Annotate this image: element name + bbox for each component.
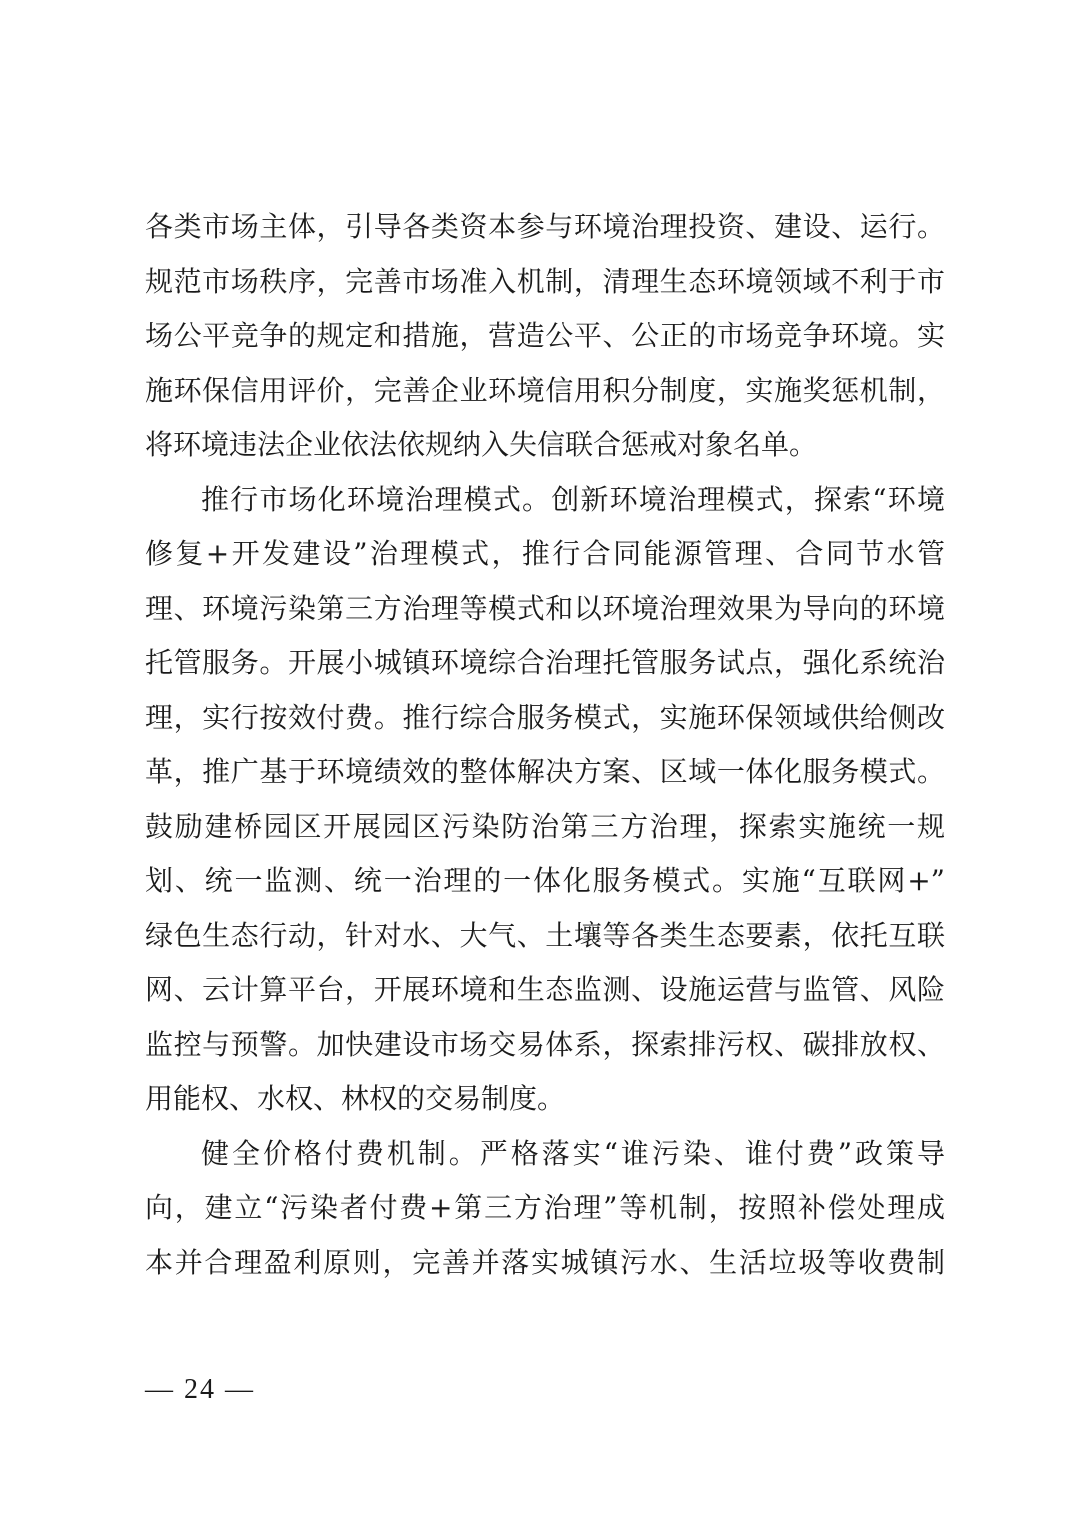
text-line: 场公平竞争的规定和措施，营造公平、公正的市场竞争环境。实 [145, 319, 945, 352]
text-line: 革，推广基于环境绩效的整体解决方案、区域一体化服务模式。 [145, 755, 945, 788]
paragraph-1 [145, 200, 945, 473]
paragraph-2 [145, 473, 945, 1127]
paragraph-heading: 推行市场化环境治理模式。 [201, 482, 552, 516]
text-line: 绿色生态行动，针对水、大气、土壤等各类生态要素，依托互联 [145, 918, 945, 952]
paragraph-first-line [145, 1127, 945, 1182]
body-text [145, 200, 945, 1290]
text-line: 向，建立“污染者付费+第三方治理”等机制，按照补偿处理成 [145, 1191, 945, 1224]
page-number: — 24 — [145, 1374, 255, 1405]
text-line: 用能权、水权、林权的交易制度。 [145, 1082, 566, 1115]
paragraph-first-line-text: 创新环境治理模式，探索“环境 [551, 482, 945, 516]
text-line: 本并合理盈利原则，完善并落实城镇污水、生活垃圾等收费制 [145, 1245, 945, 1279]
paragraph-first-line-text: 严格落实“谁污染、谁付费”政策导 [479, 1136, 945, 1170]
text-line: 修复+开发建设”治理模式，推行合同能源管理、合同节水管 [145, 537, 945, 570]
text-line: 规范市场秩序，完善市场准入机制，清理生态环境领域不利于市 [145, 264, 945, 298]
text-line: 施环保信用评价，完善企业环境信用积分制度，实施奖惩机制， [145, 373, 945, 407]
text-line: 托管服务。开展小城镇环境综合治理托管服务试点，强化系统治 [145, 646, 945, 679]
paragraph-3 [145, 1127, 945, 1291]
text-line: 理，实行按效付费。推行综合服务模式，实施环保领域供给侧改 [145, 700, 945, 734]
text-line: 将环境违法企业依法依规纳入失信联合惩戒对象名单。 [145, 428, 818, 461]
text-line: 鼓励建桥园区开展园区污染防治第三方治理，探索实施统一规 [145, 809, 945, 843]
text-line: 划、统一监测、统一治理的一体化服务模式。实施“互联网+” [145, 864, 945, 897]
paragraph-first-line [145, 473, 945, 528]
paragraph-heading: 健全价格付费机制。 [201, 1136, 480, 1170]
text-line: 各类市场主体，引导各类资本参与环境治理投资、建设、运行。 [145, 210, 945, 243]
text-line: 监控与预警。加快建设市场交易体系，探索排污权、碳排放权、 [145, 1027, 945, 1061]
text-line: 理、环境污染第三方治理等模式和以环境治理效果为导向的环境 [145, 591, 945, 625]
text-line: 网、云计算平台，开展环境和生态监测、设施运营与监管、风险 [145, 973, 945, 1006]
